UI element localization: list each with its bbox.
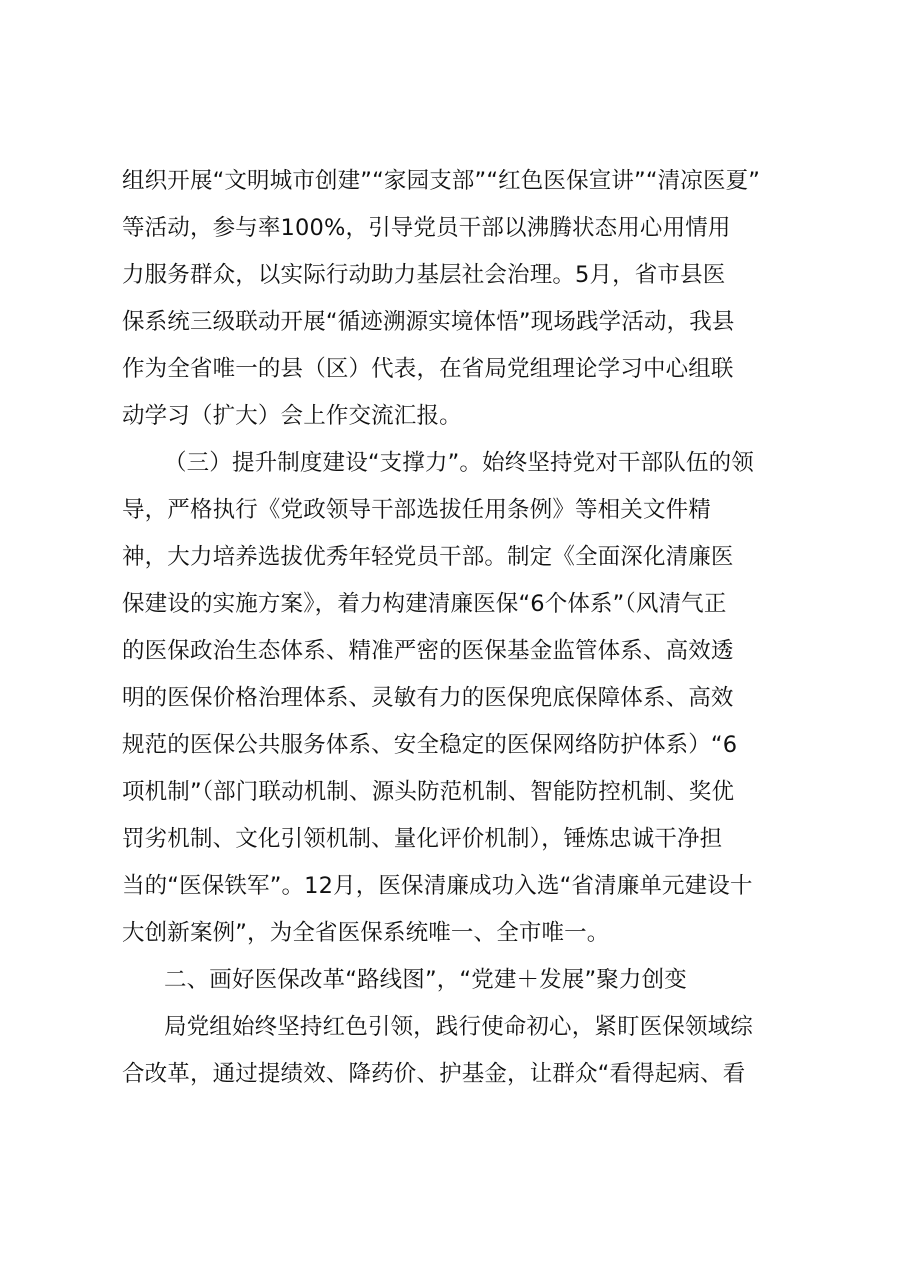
document-body (122, 158, 802, 1098)
body-text-line: 导，严格执行《党政领导干部选拔任用条例》等相关文件精 (122, 497, 711, 523)
body-text-line: 当的“医保铁军”。12月，医保清廉成功入选“省清廉单元建设十 (122, 873, 753, 899)
body-text-line: 作为全省唯一的县（区）代表，在省局党组理论学习中心组联 (122, 356, 734, 382)
body-text-line: 等活动，参与率100%，引导党员干部以沸腾状态用心用情用 (122, 215, 731, 241)
section-two-heading: 二、画好医保改革“路线图”，“党建＋发展”聚力创变 (164, 967, 687, 993)
body-text-line: 力服务群众，以实际行动助力基层社会治理。5月，省市县医 (122, 262, 726, 288)
body-text-line: 动学习（扩大）会上作交流汇报。 (122, 403, 462, 429)
body-text-line: 规范的医保公共服务体系、安全稳定的医保网络防护体系）“6 (122, 732, 738, 758)
body-text-line: 合改革，通过提绩效、降药价、护基金，让群众“看得起病、看 (122, 1061, 746, 1087)
body-text-line: 项机制”（部门联动机制、源头防范机制、智能防控机制、奖优 (122, 779, 735, 805)
body-text-line: 局党组始终坚持红色引领，践行使命初心，紧盯医保领域综 (164, 1014, 753, 1040)
body-text-line: 保系统三级联动开展“循迹溯源实境体悟”现场践学活动，我县 (122, 309, 735, 335)
body-text-line: 罚劣机制、文化引领机制、量化评价机制），锤炼忠诚干净担 (122, 826, 723, 852)
body-text-line: 的医保政治生态体系、精准严密的医保基金监管体系、高效透 (122, 638, 734, 664)
body-text-line: 大创新案例”，为全省医保系统唯一、全市唯一。 (122, 920, 610, 946)
body-text-line: 保建设的实施方案》，着力构建清廉医保“6个体系”（风清气正 (122, 591, 727, 617)
body-text-line: 组织开展“文明城市创建”“家园支部”“红色医保宣讲”“清凉医夏” (122, 168, 761, 194)
section-three-heading-line: （三）提升制度建设“支撑力”。始终坚持党对干部队伍的领 (164, 450, 754, 476)
body-text-line: 神，大力培养选拔优秀年轻党员干部。制定《全面深化清廉医 (122, 544, 734, 570)
body-text-line: 明的医保价格治理体系、灵敏有力的医保兜底保障体系、高效 (122, 685, 734, 711)
